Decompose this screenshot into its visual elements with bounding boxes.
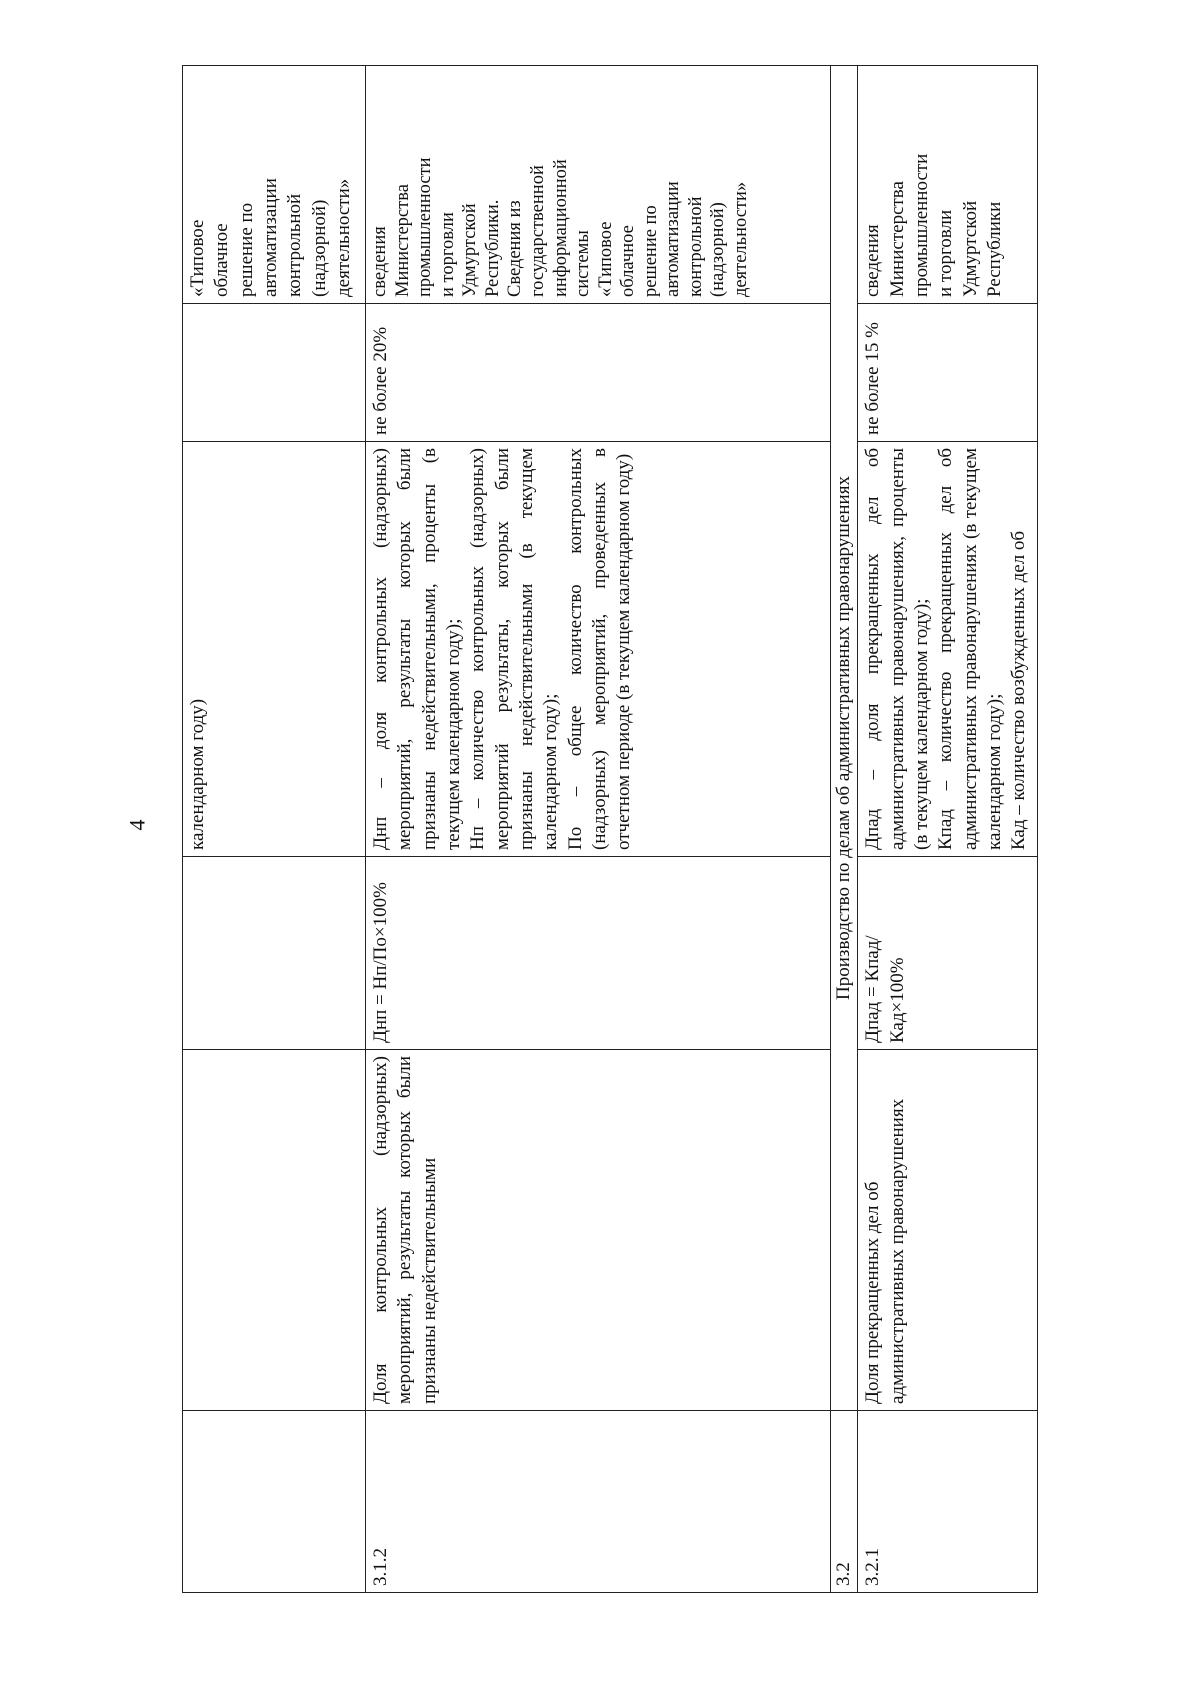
source-line: контрольной [685,196,706,297]
indicators-table [182,65,1038,1593]
table-row-continuation [183,66,366,1593]
cell-target: не более 15 % [858,304,1038,442]
source-line: решение по [640,205,661,297]
source-line: облачное [211,223,233,297]
cell-source [858,66,1038,304]
description-text: календарном году) [187,698,208,850]
cell-target [183,304,366,442]
source-line: деятельности» [332,178,354,297]
description-line: Кпад – количество прекращенных дел об административных правонарушениях (в текущем календарном году); [935,448,1005,850]
source-line: Сведения из [505,200,526,297]
cell-formula [183,857,366,1050]
source-line: промышленности [910,153,932,297]
cell-target: не более 20% [366,304,831,442]
cell-source [183,66,366,304]
cell-description [183,442,366,857]
cell-source [366,66,831,304]
description-line: Днп – доля контрольных (надзорных) мероприятий, результаты которых были признаны недействительными, проценты (в текущем календарном году); [370,448,464,850]
source-line: Удмуртской [460,203,481,297]
cell-num: 3.1.2 [366,1411,831,1593]
source-line: решение по [235,202,257,297]
cell-num: 3.2 [831,1411,858,1593]
source-line: Удмуртской [959,200,981,297]
table-row-3-1-2 [366,66,831,1593]
source-line: (надзорной) [308,199,330,297]
cell-formula: Дпад = Кпад/Кад×100% [858,857,1038,1050]
cell-num [183,1411,366,1593]
source-line: и торговли [935,209,957,297]
source-line: облачное [618,225,639,297]
rotated-table-container [182,66,1030,1593]
section-title: Производство по делам об административных правонарушениях [831,66,858,1411]
source-line: автоматизации [259,178,281,297]
cell-name [183,1050,366,1411]
table-row-3-2-1 [858,66,1038,1593]
source-line: Республики [983,201,1005,297]
source-line: контрольной [284,193,306,297]
cell-description [858,442,1038,857]
source-line: Министерства [392,184,413,297]
source-line: информационной [550,159,571,297]
source-line: «Типовое [187,219,208,297]
cell-description [366,442,831,857]
cell-name: Доля прекращенных дел об административных правонарушениях [858,1050,1038,1411]
source-line: промышленности [415,157,436,297]
description-line: По – общее количество контрольных (надзорных) мероприятий, проведенных в отчетном периоде (в текущем календарном году) [564,448,635,850]
cell-num: 3.2.1 [858,1411,1038,1593]
source-line: «Типовое [595,221,616,297]
cell-name: Доля контрольных (надзорных) мероприятий, результаты которых были признаны недействительными [366,1050,831,1411]
cell-formula: Днп = Нп/По×100% [366,857,831,1050]
source-line: сведения [862,224,884,297]
source-line: Министерства [886,181,908,297]
description-line: Дпад – доля прекращенных дел об административных правонарушениях, проценты (в текущем календарном году); [862,448,932,850]
table-row-section-3-2 [831,66,858,1593]
source-line: государственной [527,165,548,297]
source-line: автоматизации [663,181,684,297]
source-line: системы [573,230,594,297]
page-number: 4 [124,819,150,831]
source-line: (надзорной) [708,202,729,297]
source-line: сведения [370,226,390,297]
source-line: деятельности» [731,181,751,297]
source-line: Республики. [482,199,503,297]
description-line: Кад – количество возбужденных дел об [1008,530,1030,850]
source-line: и торговли [437,212,458,297]
description-line: Нп – количество контрольных (надзорных) мероприятий результаты, которых были признаны недействительными (в текущем календарном году); [467,448,562,850]
